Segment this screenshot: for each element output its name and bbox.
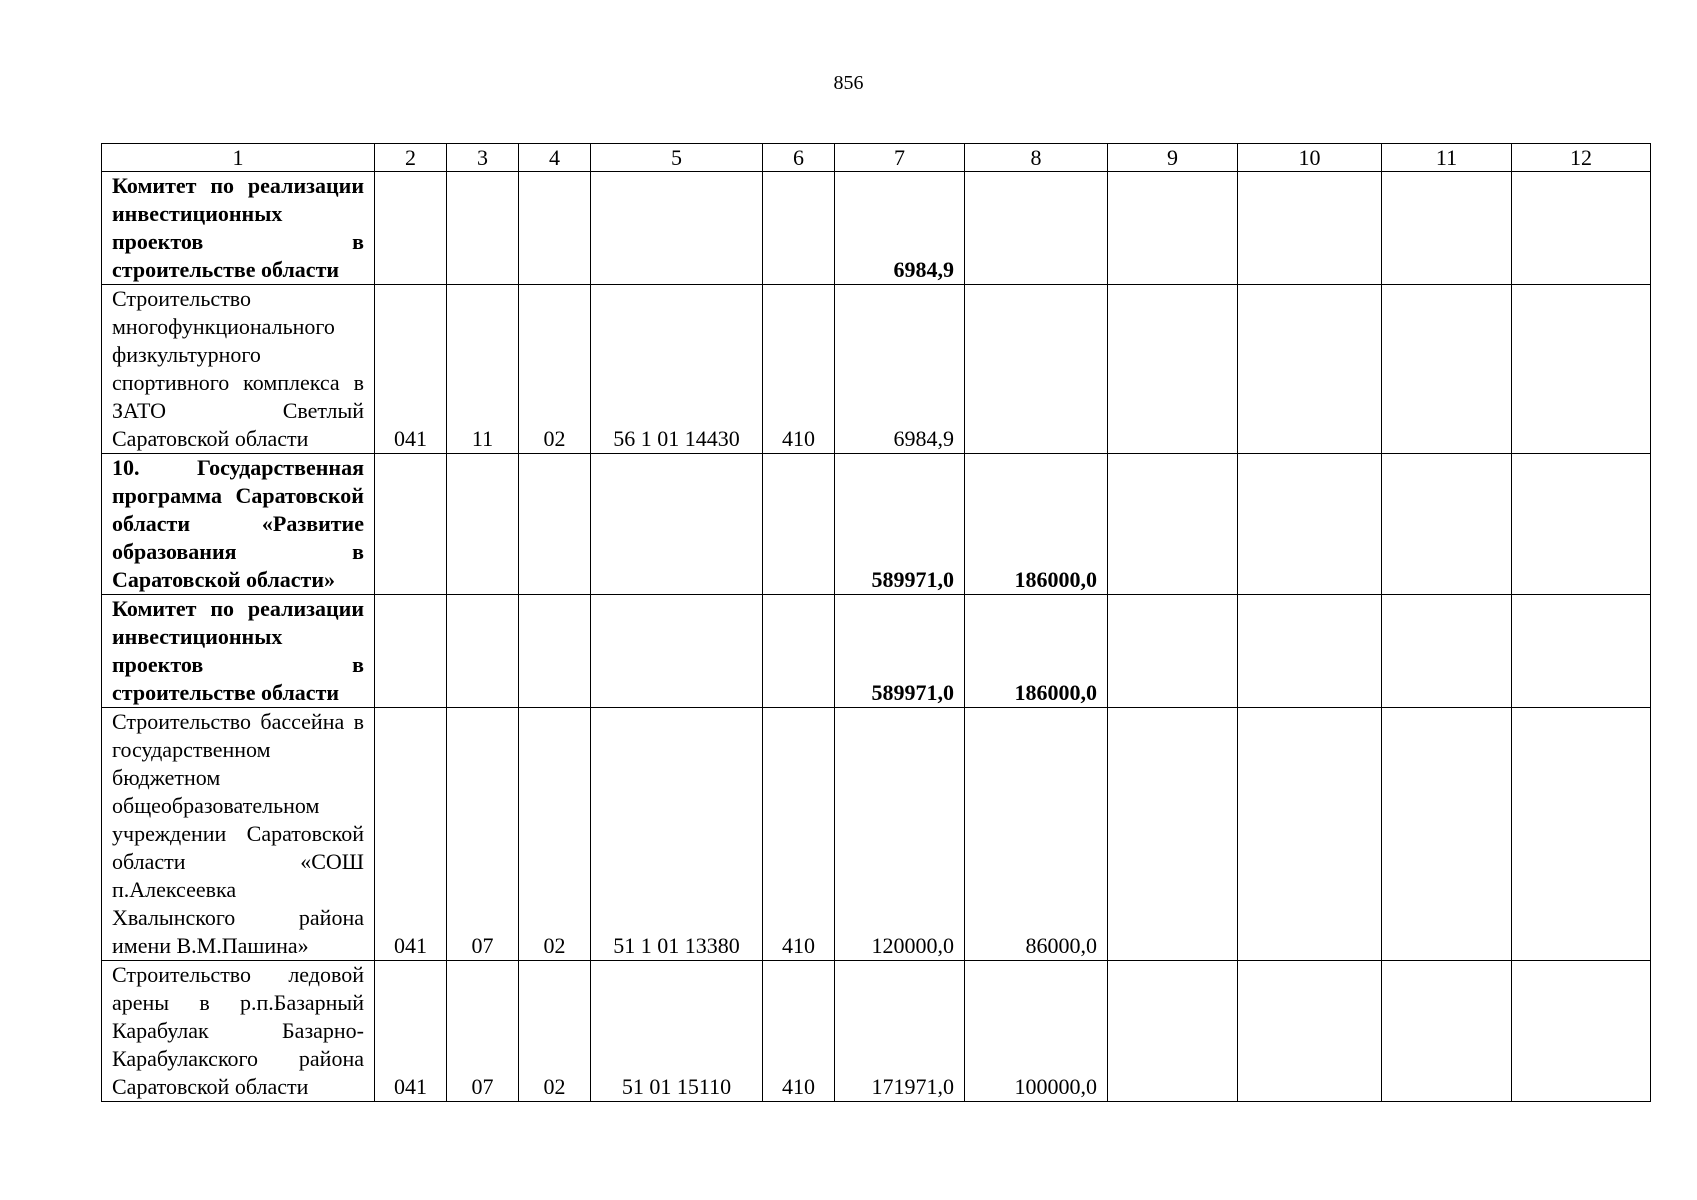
- cell: [763, 454, 835, 595]
- cell: [1108, 172, 1238, 285]
- cell: [447, 595, 519, 708]
- column-header: 11: [1382, 144, 1512, 172]
- cell: [1382, 708, 1512, 961]
- row-name: Строительство бассейна в государственном бюджетном общеобразовательном учреждении Саратовской области «СОШ п.Алексеевка Хвалынского района имени В.М.Пашина»: [102, 708, 375, 961]
- cell: [519, 595, 591, 708]
- page-number: 856: [833, 72, 864, 94]
- cell: 041: [375, 708, 447, 961]
- column-header: 2: [375, 144, 447, 172]
- cell: [763, 172, 835, 285]
- table-row: [102, 595, 1651, 708]
- cell: 100000,0: [965, 961, 1108, 1102]
- cell: 51 01 15110: [591, 961, 763, 1102]
- table-row: [102, 172, 1651, 285]
- column-header: 1: [102, 144, 375, 172]
- cell: [447, 454, 519, 595]
- cell: [1512, 285, 1651, 454]
- cell: [1382, 285, 1512, 454]
- table-row: [102, 285, 1651, 454]
- cell: 6984,9: [835, 172, 965, 285]
- cell: [1238, 285, 1382, 454]
- cell: [591, 595, 763, 708]
- cell: [519, 172, 591, 285]
- cell: [1238, 708, 1382, 961]
- cell: 120000,0: [835, 708, 965, 961]
- row-name: Строительство ледовой арены в р.п.Базарный Карабулак Базарно-Карабулакского района Саратовской области: [102, 961, 375, 1102]
- cell: 07: [447, 961, 519, 1102]
- table-header-row: [102, 144, 1651, 172]
- cell: [519, 454, 591, 595]
- table-row: [102, 454, 1651, 595]
- cell: 410: [763, 961, 835, 1102]
- cell: [1108, 285, 1238, 454]
- cell: [1108, 961, 1238, 1102]
- cell: [591, 454, 763, 595]
- cell: [375, 454, 447, 595]
- cell: 11: [447, 285, 519, 454]
- column-header: 5: [591, 144, 763, 172]
- cell: [1512, 708, 1651, 961]
- cell: 02: [519, 285, 591, 454]
- cell: [1238, 595, 1382, 708]
- cell: 171971,0: [835, 961, 965, 1102]
- column-header: 3: [447, 144, 519, 172]
- column-header: 9: [1108, 144, 1238, 172]
- cell: 51 1 01 13380: [591, 708, 763, 961]
- column-header: 4: [519, 144, 591, 172]
- cell: [965, 172, 1108, 285]
- cell: [591, 172, 763, 285]
- row-name: Строительство многофункционального физкультурного спортивного комплекса в ЗАТО Светлый Саратовской области: [102, 285, 375, 454]
- cell: [1382, 172, 1512, 285]
- cell: [965, 285, 1108, 454]
- cell: 6984,9: [835, 285, 965, 454]
- cell: 86000,0: [965, 708, 1108, 961]
- row-name: Комитет по реализации инвестиционных проектов в строительстве области: [102, 595, 375, 708]
- cell: [1108, 595, 1238, 708]
- table-row: [102, 708, 1651, 961]
- row-name: 10. Государственная программа Саратовской области «Развитие образования в Саратовской области»: [102, 454, 375, 595]
- cell: 410: [763, 285, 835, 454]
- cell: 56 1 01 14430: [591, 285, 763, 454]
- cell: 186000,0: [965, 454, 1108, 595]
- cell: 589971,0: [835, 454, 965, 595]
- cell: [1512, 172, 1651, 285]
- cell: [1512, 961, 1651, 1102]
- cell: [1108, 454, 1238, 595]
- column-header: 6: [763, 144, 835, 172]
- cell: [1238, 172, 1382, 285]
- budget-table: [101, 143, 1651, 1102]
- cell: 186000,0: [965, 595, 1108, 708]
- cell: [1238, 454, 1382, 595]
- cell: 041: [375, 961, 447, 1102]
- cell: 589971,0: [835, 595, 965, 708]
- cell: [375, 172, 447, 285]
- column-header: 10: [1238, 144, 1382, 172]
- cell: [1238, 961, 1382, 1102]
- cell: [1382, 454, 1512, 595]
- cell: [447, 172, 519, 285]
- column-header: 8: [965, 144, 1108, 172]
- cell: [1108, 708, 1238, 961]
- cell: 041: [375, 285, 447, 454]
- cell: [1382, 961, 1512, 1102]
- cell: [1382, 595, 1512, 708]
- cell: 07: [447, 708, 519, 961]
- cell: [375, 595, 447, 708]
- cell: [1512, 454, 1651, 595]
- column-header: 12: [1512, 144, 1651, 172]
- cell: 410: [763, 708, 835, 961]
- cell: 02: [519, 708, 591, 961]
- cell: [763, 595, 835, 708]
- cell: 02: [519, 961, 591, 1102]
- row-name: Комитет по реализации инвестиционных проектов в строительстве области: [102, 172, 375, 285]
- table-row: [102, 961, 1651, 1102]
- cell: [1512, 595, 1651, 708]
- column-header: 7: [835, 144, 965, 172]
